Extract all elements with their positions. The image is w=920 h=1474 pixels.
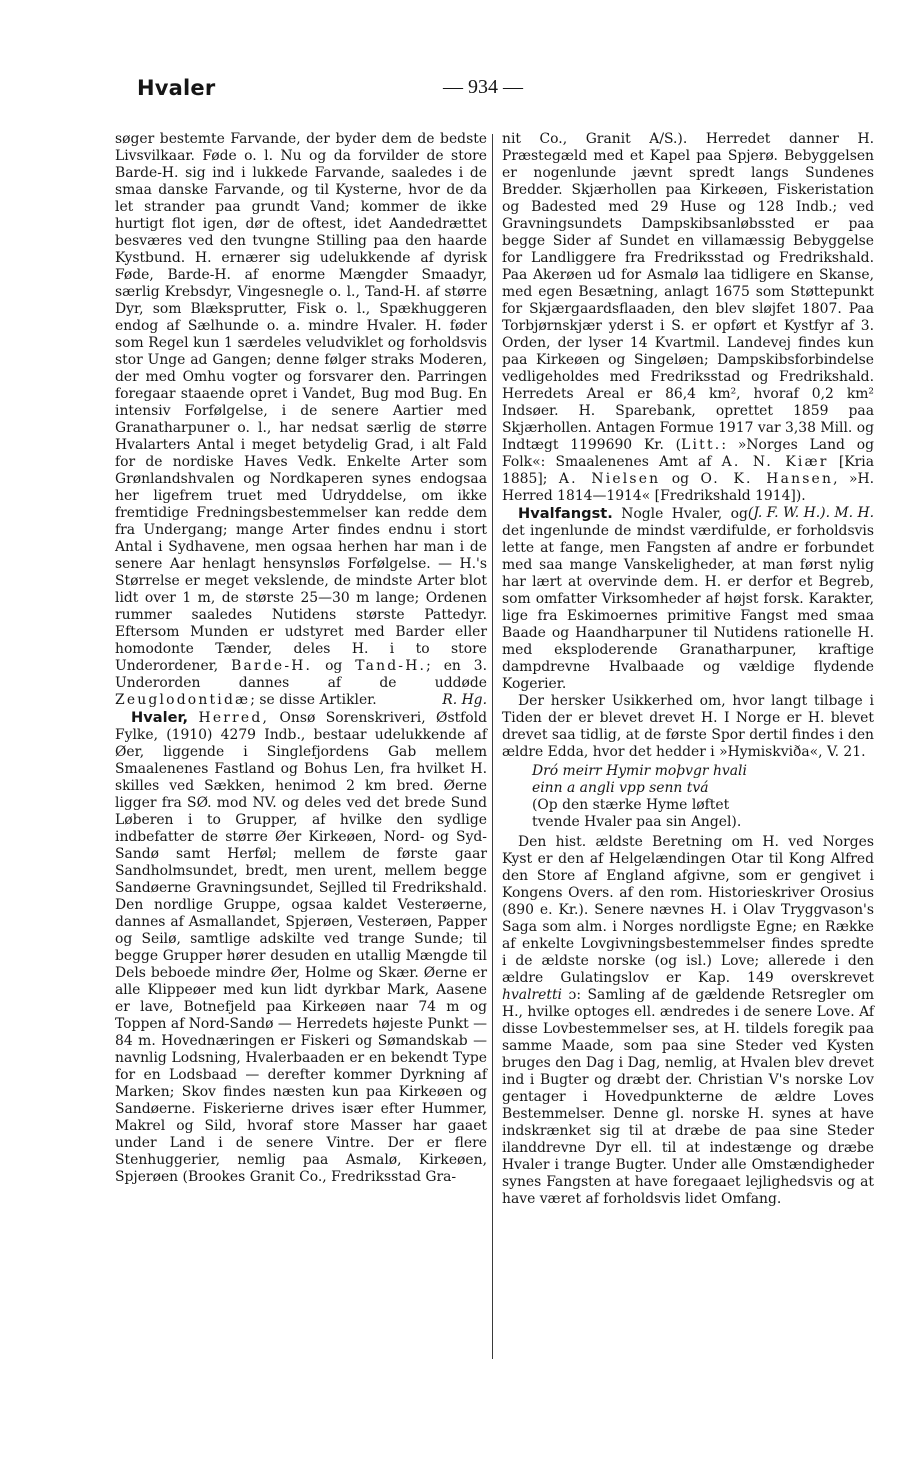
text-fragment: og xyxy=(312,658,356,674)
herred-cont-text: nit Co., Granit A/S.). Herredet danner H. Præstegæld med et Kapel paa Spjerø. Bebyggelsen er nogenlunde jævnt spredt langs Sundenes Bredder. Skjærhollen paa Kirkeøen, Fiskeristation og Badested med 29 Huse og 128 Indb.; ved Gravningsundets Dampskibsanløbssted er paa begge Sider af Sundet en villamæssig Bebyggelse for Landliggere fra Fredriksstad og Fredrikshald. Paa Akerøen ud for Asmalø laa tidligere en Skanse, med egen Besætning, anlagt 1675 som Støttepunkt for Skjærgaardsflaaden, den blev sløjfet 1807. Paa Torbjørnskjær yderst i S. er opført et Kystfyr af 3. Orden, der lyser 14 Kvartmil. Landevej findes kun paa Kirkeøen og Singeløen; Dampskibsforbindelse vedligeholdes med Fredriksstad og Fredrikshald. Herredets Areal er 86,4 km², hvoraf 0,2 km² Indsøer. H. Sparebank, oprettet 1859 paa Skjærhollen. Antagen Formue 1917 var 3,38 Mill. og Indtægt 1199690 Kr. ( xyxy=(502,131,875,453)
herred-text: Onsø Sorenskriveri, Østfold Fylke, (1910) 4279 Indb., bestaar udelukkende af Øer, liggende i Singlefjordens Gab mellem Smaalenenes Fastland og Bohus Len, fra hvilket H. skilles ved Sækken, henimod 2 km bred. Øerne ligger fra SØ. mod NV. og deles ved det brede Sund Løberen i to Grupper, af hvilke den sydlige indbefatter de større Øer Kirkeøen, Nord- og Syd-Sandø samt Herføl; mellem de første gaar Sandholmsundet, bredt, men urent, mellem begge Sandøerne Gravningsundet, Sejlled til Fredrikshald. Den nordlige Gruppe, ogsaa kaldet Vesterøerne, dannes af Asmallandet, Spjerøen, Vesterøen, Papper og Seilø, samtlige adskilte ved trange Sunde; til begge Grupper hører desuden en utallig Mængde til Dels beboede mindre Øer, Holme og Skær. Øerne er alle Klippeøer med kun lidt dyrkbar Mark, Aasene er lave, Botnefjeld paa Kirkeøen naar 74 m og Toppen af Nord-Sandø — Herredets højeste Punkt — 84 m. Hovednæringen er Fiskeri og Sømandskab — navnlig Lodsning, Hvalerbaaden er en bekendt Type for en Lodsbaad — derefter kommer Dyrkning af Marken; Skov findes næsten kun paa Kirkeøen og Sandøerne. Fiskerierne drives især efter Hummer, Makrel og Sild, hvoraf store Masser har gaaet under Land i de senere Vintre. Der er flere Stenhuggerier, nemlig paa Asmalø, Kirkeøen, Spjerøen (Brookes Granit Co., Fredriksstad Gra- xyxy=(115,710,488,1185)
text-fragment: ; en 3. Underorden dannes af de uddøde xyxy=(115,658,487,691)
paragraph-hvaler-herred xyxy=(115,709,487,1186)
verse-line-1 xyxy=(532,763,874,780)
verse-text: Dró meirr Hymir moþvgr hvali xyxy=(532,763,747,779)
paragraph-edda: Der hersker Usikkerhed om, hvor langt tilbage i Tiden der er blevet drevet H. I Norge er H. blevet drevet saa tidlig, at de første Spor dertil findes i den ældre Edda, hvor det hedder i »Hymiskviða«, V. 21. xyxy=(502,693,874,760)
author-kiaer: A. N. Kiær xyxy=(721,454,829,470)
history-text: Den hist. ældste Beretning om H. ved Norges Kyst er den af Helgelændingen Otar til Kong Alfred den Store af England afgivne, som er gengivet i Kongens Overs. af den rom. Historieskriver Orosius (890 e. Kr.). Senere nævnes H. i Olav Tryggvason's Saga som alm. i Norges nordligste Egne; en Række af enkelte Lovgivningsbestemmelser findes spredte i de ældste norske (og isl.) Love; allerede i den ældre Gulatingslov er Kap. 149 overskrevet xyxy=(502,834,874,986)
text-fragment: , »H. Herred 1814—1914« [Fredrikshald 1914]). xyxy=(502,471,875,504)
term-herred: Herred, xyxy=(198,710,270,726)
zoology-text: søger bestemte Farvande, der byder dem de bedste Livsvilkaar. Føde o. l. Nu og da forvilder de store Barde-H. sig ind i lukkede Farvande, saaledes i de smaa danske Farvande, og til Kysterne, hvor de da let strander paa grundt Vand; kommer de ikke hurtigt flot igen, dør de oftest, idet Aandedrættet besværes ved den tvungne Stilling paa den haarde Kystbund. H. ernærer sig udelukkende af dyrisk Føde, Barde-H. af enorme Mængder Smaadyr, særlig Krebsdyr, Vingesnegle o. l., Tand-H. af større Dyr, som Blæksprutter, Fisk o. l., Spækhuggeren endog af Sælhunde o. a. mindre Hvaler. H. føder som Regel kun 1 særdeles veludviklet og forholdsvis stor Unge ad Gangen; denne følger straks Moderen, der med Omhu vogter og forsvarer den. Parringen foregaar staaende opret i Vandet, Bug mod Bug. En intensiv Forfølgelse, i de senere Aartier med Granatharpuner o. l., har nedsat særlig de større Hvalarters Antal i meget betydelig Grad, i alt Fald for de nordiske Haves Vedk. Enkelte Arter som Grønlandshvalen og Nordkaperen synes endogsaa her ligefrem truet med Udryddelse, om ikke fremtidige Fredningsbestemmelser kan redde dem fra Undergang; mange Arter findes endnu i stort Antal i Sydhavene, men ogsaa herhen har man i de senere Aar henlagt hensynsløs Forfølgelse. — H.'s Størrelse er meget vekslende, de mindste Arter blot lidt over 1 m, de største 25—30 m lange; Ordenen rummer saaledes Nutidens største Pattedyr. Eftersom Munden er udstyret med Barder eller homodonte Tænder, deles H. i to store Underordener, xyxy=(115,131,487,674)
left-column xyxy=(115,131,487,1186)
text-fragment: ; se disse Artikler. xyxy=(250,692,377,708)
hvalfangst-text: Nogle Hvaler, og det ingenlunde de mindst værdifulde, er forholdsvis lette at fange, men Fangsten af andre er forbundet med saa mange Vanskeligheder, at man først nylig har lært at overvinde dem. H. er derfor et Begreb, som omfatter Virksomheder af højst forsk. Karakter, lige fra Eskimoernes primitive Fangst med smaa Baade og Haandharpuner til Nutidens rationelle H. med eksploderende Granatharpuner, kraftige dampdrevne Hvalbaade og vældige flydende Kogerier. xyxy=(502,506,874,692)
column-divider xyxy=(492,134,493,1359)
verse-line-3: (Op den stærke Hyme løftet xyxy=(532,797,730,813)
history-text-cont: ɔ: Samling af de gældende Retsregler om H., hvilke optoges ell. ændredes i de senere Love. Af disse Lovbestemmelser ses, at H. tildels foregik paa samme Maade, som paa sine Steder ved Kysten bruges den Dag i Dag, nemlig, at Hvalen blev drevet ind i Bugter og dræbt der. Christian V's norske Lov gentager i Hovedpunkterne de ældre Loves Bestemmelser. Denne gl. norske H. synes at have indskrænket sig til at dræbe de paa sine Steder ilanddrevne Dyr ell. til at indestænge og dræbe Hvaler i trange Bugter. Under alle Omstændigheder synes Fangsten at have foregaaet lejlighedsvis og at have været af forholdsvis lidet Omfang. xyxy=(502,987,874,1207)
author-hansen: O. K. Hansen xyxy=(700,471,834,487)
paragraph-hvaler-zoology xyxy=(115,131,487,709)
text-fragment: og xyxy=(660,471,701,487)
term-zeuglodontidae: Zeuglodontidæ xyxy=(115,692,251,708)
term-barde: Barde-H. xyxy=(231,658,313,674)
author-signature: (J. F. W. H.). M. H. xyxy=(747,505,874,521)
term-hvalretti: hvalretti xyxy=(502,987,562,1003)
headword-hvaler: Hvaler, xyxy=(131,709,189,726)
verse-quote xyxy=(532,763,874,831)
page-header xyxy=(0,70,920,106)
text-fragment: [Kria 1885]; xyxy=(502,454,875,487)
text-fragment: : »Norges Land og Folk«: Smaalenenes Amt af xyxy=(502,437,875,470)
paragraph-hvalfangst xyxy=(502,505,874,693)
right-column xyxy=(502,131,874,1208)
verse-line-2 xyxy=(532,780,874,797)
headword-hvalfangst: Hvalfangst. xyxy=(518,505,613,522)
author-nielsen: A. Nielsen xyxy=(558,471,661,487)
author-signature: R. Hg. xyxy=(442,692,487,708)
paragraph-history xyxy=(502,834,874,1208)
running-head: Hvaler xyxy=(137,76,216,100)
term-litt: Litt. xyxy=(681,437,722,453)
term-tand: Tand-H. xyxy=(355,658,427,674)
verse-line-4: tvende Hvaler paa sin Angel). xyxy=(532,814,742,830)
page-number: — 934 — xyxy=(443,76,523,98)
verse-text: einn a angli vpp senn tvá xyxy=(532,780,709,796)
